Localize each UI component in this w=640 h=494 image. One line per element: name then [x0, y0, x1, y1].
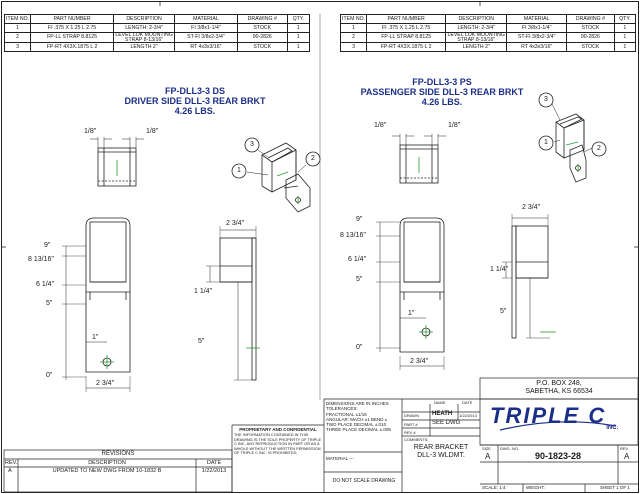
dim-6-1-4: 6 1/4"	[36, 281, 55, 288]
dim-2-3-4-bottom: 2 3/4"	[410, 358, 429, 365]
bom-header-row	[5, 15, 310, 24]
cell: 1	[287, 33, 309, 43]
table-row	[5, 33, 310, 43]
cell: FP-RT 4X3X.1875 L 2	[31, 43, 114, 52]
dim-0: 0"	[46, 372, 53, 379]
balloon-3: 3	[250, 141, 254, 148]
address-line: P.O. BOX 248,	[536, 380, 582, 387]
view-title-weight: 4.26 LBS.	[421, 97, 463, 107]
col-drawing-no: DRAWING #	[567, 15, 615, 24]
balloon-2: 2	[311, 155, 315, 162]
col-material: MATERIAL	[175, 15, 238, 24]
company-name: TRIPLE C	[490, 403, 607, 428]
table-row	[341, 33, 636, 43]
left-side-view	[206, 226, 256, 380]
dim-5: 5"	[46, 300, 53, 307]
cell: 3	[5, 43, 31, 52]
dim-8-13-16: 8 13/16"	[340, 232, 366, 239]
col-item-no: ITEM NO.	[6, 15, 30, 22]
col-description: DESCRIPTION	[446, 15, 507, 24]
dim-9: 9"	[356, 216, 363, 223]
dim-1-1-4: 1 1/4"	[490, 266, 509, 273]
rev-label: REV.	[620, 446, 629, 451]
signoff-rev-label: REV #	[404, 430, 416, 435]
dim-1: 1"	[92, 334, 99, 341]
col-part-number: PART NUMBER	[31, 15, 114, 24]
cell: STOCK	[237, 43, 287, 52]
col-material: MATERIAL	[507, 15, 567, 24]
tol-line: TOLERANCES:	[326, 406, 358, 412]
proprietary-heading: PROPRIETARY AND CONFIDENTIAL	[239, 427, 317, 432]
view-title-right	[352, 77, 532, 107]
col-part-number: PART NUMBER	[367, 15, 446, 24]
cell: LENGTH 2"	[446, 43, 507, 52]
dim-2-3-4-bottom: 2 3/4"	[96, 380, 115, 387]
part-title-line: DLL-3 WLDMT.	[417, 452, 465, 459]
sheet-text: SHEET 1 OF 1	[600, 485, 630, 490]
right-front-view	[376, 218, 444, 370]
signoff-drawn-label: DRAWN	[404, 413, 419, 418]
part-title	[402, 444, 480, 460]
material-value: ---	[349, 456, 354, 461]
company-address	[480, 380, 638, 396]
cell: 1	[614, 33, 635, 43]
tol-line: ANGULAR: MACH ±1 BEND ±	[326, 416, 388, 422]
size-value: A	[485, 452, 491, 461]
dim-top-left: 1/8"	[84, 128, 97, 135]
view-title-desc: PASSENGER SIDE DLL-3 REAR BRKT	[360, 87, 524, 97]
col-drawing-no: DRAWING #	[237, 15, 287, 24]
bom-table-left	[4, 14, 310, 52]
cell: 90-2826	[237, 33, 287, 43]
rev-col-desc: DESCRIPTION	[88, 460, 126, 466]
view-title-part: FP-DLL3-3 DS	[164, 86, 225, 96]
proprietary-body: THE INFORMATION CONTAINED IN THIS DRAWING IS THE SOLE PROPERTY OF TRIPLE C INC. ANY REPRODUCTION IN PART OR AS A WHOLE WITHOUT THE WRITTEN PERMISSION OF TRIPLE C INC. IS PROHIBITED.	[234, 432, 322, 456]
cell: RT 4x3x3/16"	[175, 43, 238, 52]
material-label-text: MATERIAL	[326, 456, 349, 461]
signoff-part-value: SEE DWG	[432, 420, 461, 426]
tol-line: TWO PLACE DECIMAL ±.010	[326, 422, 387, 428]
tol-line: FRACTIONAL ±1/16	[326, 411, 367, 417]
tol-line: THREE PLACE DECIMAL ±.005	[326, 427, 391, 433]
cell: FI 3/8x1-1/4"	[507, 24, 567, 33]
scale-text: SCALE: 1:4	[482, 485, 506, 490]
cell: 3	[341, 43, 367, 52]
signoff-date-label: DATE	[462, 400, 473, 405]
view-title-desc: DRIVER SIDE DLL-3 REAR BRKT	[124, 96, 266, 106]
rev-value: A	[624, 452, 630, 461]
tol-line: DIMENSIONS ARE IN INCHES	[326, 401, 389, 406]
company-suffix: INC.	[606, 425, 619, 431]
bom-header-row	[341, 15, 636, 24]
dim-5: 5"	[356, 276, 363, 283]
cell: STOCK	[567, 24, 615, 33]
dim-6-1-4: 6 1/4"	[348, 256, 367, 263]
dwg-label: DWG. NO.	[500, 446, 520, 451]
signoff-comments-label: COMMENTS:	[404, 437, 429, 442]
rev-row-rev: A	[8, 468, 12, 474]
balloon-3: 3	[544, 96, 548, 103]
revisions-title: REVISIONS	[101, 451, 135, 457]
cell: LENGTH: 2-3/4"	[446, 24, 507, 33]
balloon-1: 1	[544, 139, 548, 146]
table-row	[5, 43, 310, 52]
rev-row-desc: UPDATED TO NEW DWG FROM 10-1832 B	[52, 468, 162, 474]
dim-1: 1"	[408, 310, 415, 317]
do-not-scale-note: DO NOT SCALE DRAWING	[332, 478, 396, 484]
cell: 1	[614, 24, 635, 33]
dim-9: 9"	[44, 242, 51, 249]
view-title-part: FP-DLL3-3 PS	[412, 77, 472, 87]
bom-table-right	[340, 14, 636, 52]
balloon-2: 2	[597, 145, 601, 152]
cell: FP-LL STRAP 8.8125	[31, 33, 114, 43]
cell: RT 4x3x3/16"	[507, 43, 567, 52]
cell: ST-FI 3/8x2-3/4"	[507, 33, 567, 43]
cell: LENGTH 2"	[114, 43, 175, 52]
cell: 2	[341, 33, 367, 43]
cell: FI .375 X 1.25 L 2.75	[367, 24, 446, 33]
col-qty: QTY.	[614, 15, 635, 24]
tolerance-block	[326, 401, 402, 433]
dim-5-side: 5"	[198, 338, 205, 345]
part-title-line: REAR BRACKET	[413, 444, 469, 451]
cell: ST-FI 3/8x2-3/4"	[175, 33, 238, 43]
address-line: SABETHA, KS 66534	[525, 388, 593, 395]
dim-top-left: 1/8"	[374, 122, 387, 129]
rev-col-rev: REV.	[5, 460, 18, 466]
cell: STOCK	[567, 43, 615, 52]
weight-text: WEIGHT:	[526, 485, 545, 490]
right-side-view	[502, 214, 550, 338]
size-label: SIZE	[482, 446, 491, 451]
rev-col-date: DATE	[206, 460, 222, 466]
cell: 1	[614, 43, 635, 52]
signoff-name-label: NAME	[434, 400, 446, 405]
signoff-part-label: PART #	[404, 422, 418, 427]
col-item-no: ITEM NO.	[342, 15, 366, 22]
cell: LEVEL LOK MOUNTING STRAP 8-13/16"	[447, 32, 505, 43]
cell: 1	[287, 43, 309, 52]
dim-2-3-4-side: 2 3/4"	[226, 220, 245, 227]
cell: LENGTH: 2-3/4"	[114, 24, 175, 33]
col-description: DESCRIPTION	[114, 15, 175, 24]
cell: 2	[5, 33, 31, 43]
cell: 90-2826	[567, 33, 615, 43]
cell: LEVEL LOK MOUNTING STRAP 8-13/16"	[115, 32, 173, 43]
dim-top-right: 1/8"	[146, 128, 159, 135]
right-isometric-view	[539, 93, 606, 182]
cell: 1	[287, 24, 309, 33]
company-logo	[490, 404, 630, 440]
cell: 1	[341, 24, 367, 33]
left-isometric-view	[232, 138, 320, 212]
dim-8-13-16: 8 13/16"	[28, 256, 54, 263]
cell: FP-RT 4X3X.1875 L 2	[367, 43, 446, 52]
view-title-weight: 4.26 LBS.	[174, 106, 216, 116]
cell: 1	[5, 24, 31, 33]
left-front-view	[62, 218, 130, 392]
dim-top-right: 1/8"	[448, 122, 461, 129]
dwg-value: 90-1823-28	[534, 451, 582, 461]
cell: STOCK	[237, 24, 287, 33]
cell: FP-LL STRAP 8.8125	[367, 33, 446, 43]
material-label	[326, 456, 354, 461]
cell: FI 3/8x1-1/4"	[175, 24, 238, 33]
rev-row-date: 1/22/2013	[201, 468, 227, 474]
view-title-left	[110, 86, 280, 116]
col-qty: QTY.	[287, 15, 309, 24]
table-row	[341, 43, 636, 52]
dim-0: 0"	[356, 344, 363, 351]
signoff-drawn-name: HEATH	[432, 411, 453, 417]
dim-5-side: 5"	[500, 308, 507, 315]
balloon-1: 1	[237, 167, 241, 174]
dim-2-3-4-side: 2 3/4"	[522, 204, 541, 211]
signoff-drawn-date: 1/22/2013	[459, 413, 477, 418]
cell: FI .375 X 1.25 L 2.75	[31, 24, 114, 33]
dim-1-1-4: 1 1/4"	[194, 288, 213, 295]
